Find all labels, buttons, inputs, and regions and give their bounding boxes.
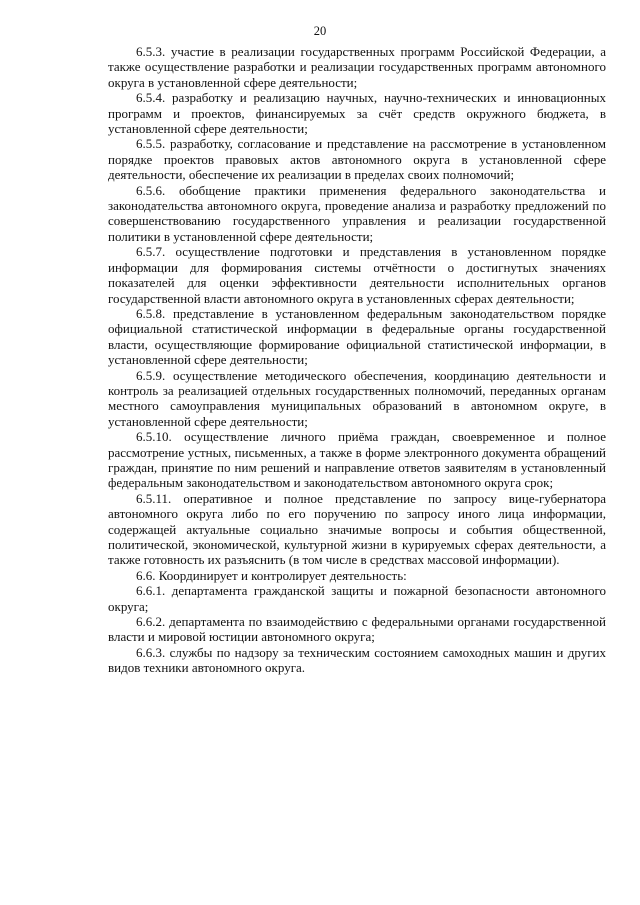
paragraph-6-5-3: 6.5.3. участие в реализации государственных программ Российской Федерации, а также осуществление разработки и реализации государственных программ автономного округа в установленной сфере деятельности; (108, 44, 606, 90)
paragraph-6-5-10: 6.5.10. осуществление личного приёма граждан, своевременное и полное рассмотрение устных, письменных, а также в форме электронного документа обращений граждан, принятие по ним решений и направление ответов заявителям в установленный федеральным законодательством и законодательством автономного округа срок; (108, 429, 606, 491)
paragraph-6-5-5: 6.5.5. разработку, согласование и представление на рассмотрение в установленном порядке проектов правовых актов автономного округа в установленной сфере деятельности, обеспечение их реализации в пределах своих полномочий; (108, 136, 606, 183)
paragraph-6-6-2: 6.6.2. департамента по взаимодействию с федеральными органами государственной власти и мировой юстиции автономного округа; (108, 614, 606, 645)
document-body (108, 44, 606, 676)
paragraph-6-5-9: 6.5.9. осуществление методического обеспечения, координацию деятельности и контроль за реализацией отдельных государственных полномочий, переданных органам местного самоуправления муниципальных образований в автономном округе, в установленной сфере деятельности; (108, 367, 606, 429)
paragraph-6-5-7: 6.5.7. осуществление подготовки и представления в установленном порядке информации для формирования системы отчётности о достигнутых значениях показателей для оценки эффективности деятельности исполнительных органов государственной власти автономного округа в установленных сферах деятельности; (108, 244, 606, 306)
paragraph-6-5-11: 6.5.11. оперативное и полное представление по запросу вице-губернатора автономного округа либо по его поручению по запросу иного лица информации, содержащей актуальные социально значимые вопросы и события общественной, политической, экономической, культурной жизни в курируемых сферах деятельности, а также готовность их разъяснить (в том числе в средствах массовой информации). (108, 490, 606, 568)
paragraph-6-6: 6.6. Координирует и контролирует деятельность: (136, 567, 407, 583)
paragraph-6-5-8: 6.5.8. представление в установленном федеральным законодательством порядке официальной статистической информации в федеральные органы государственной власти, осуществляющие формирование официальной статистической информации, в установленной сфере деятельности; (108, 305, 606, 368)
paragraph-6-6-1: 6.6.1. департамента гражданской защиты и пожарной безопасности автономного округа; (108, 583, 606, 614)
paragraph-6-5-4: 6.5.4. разработку и реализацию научных, научно-технических и инновационных программ и проектов, финансируемых за счёт средств окружного бюджета, в установленной сфере деятельности; (108, 90, 606, 137)
paragraph-6-6-3: 6.6.3. службы по надзору за техническим состоянием самоходных машин и других видов техники автономного округа. (108, 644, 606, 676)
page-number: 20 (313, 24, 327, 38)
paragraph-6-5-6: 6.5.6. обобщение практики применения федерального законодательства и законодательства автономного округа, проведение анализа и разработку предложений по совершенствованию государственного управления и реализации государственной политики в установленной сфере деятельности; (108, 182, 606, 244)
